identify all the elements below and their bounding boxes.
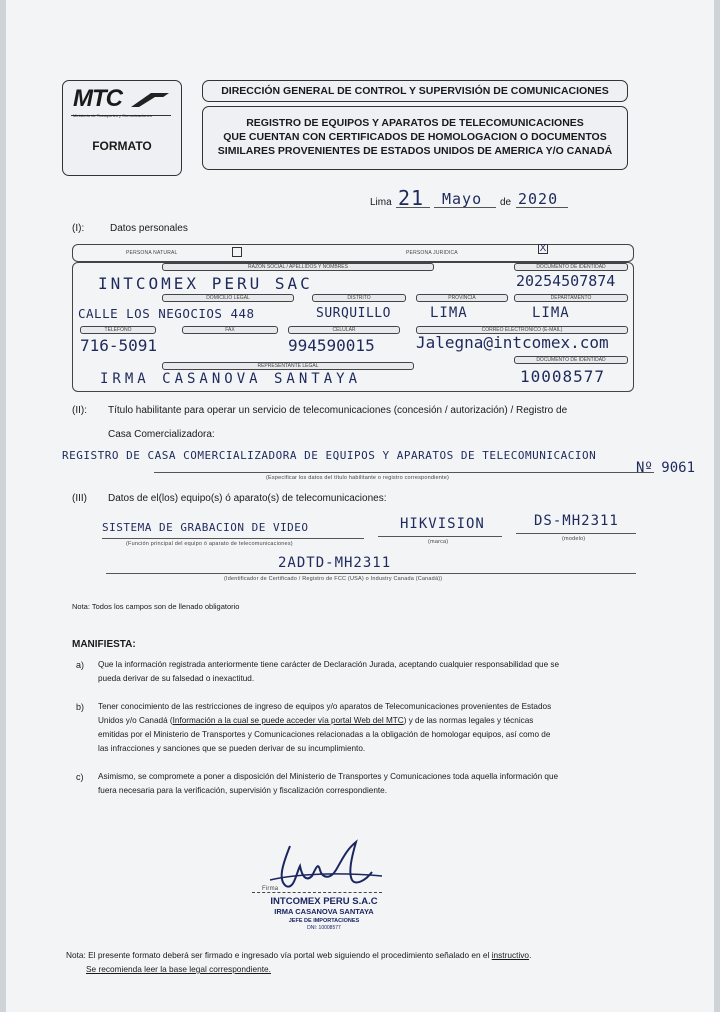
item-b-line2: Unidos y/o Canadá (Información a la cual se puede acceder vía portal Web del MTC) y de las normas legales y técnicas bbox=[98, 716, 534, 725]
celular-label: CELULAR bbox=[288, 326, 400, 334]
identificador-label: (Identificador de Certificado / Registro de FCC (USA) o Industry Canada (Canadá)) bbox=[224, 576, 443, 582]
telefono-label: TELEFONO bbox=[80, 326, 156, 334]
celular-field[interactable]: 994590015 bbox=[288, 336, 375, 355]
stamp-role: JEFE DE IMPORTACIONES bbox=[288, 918, 360, 924]
item-c-letter: c) bbox=[76, 772, 84, 782]
domicilio-label: DOMICILIO LEGAL bbox=[162, 294, 294, 302]
departamento-field[interactable]: LIMA bbox=[532, 305, 570, 321]
doc-rep-label: DOCUMENTO DE IDENTIDAD bbox=[514, 356, 628, 364]
stamp-dni: DNI: 10008577 bbox=[307, 925, 341, 931]
section3-num: (III) bbox=[72, 493, 87, 504]
company-stamp bbox=[244, 896, 404, 932]
documento-field[interactable]: 20254507874 bbox=[516, 272, 616, 290]
departamento-label: DEPARTAMENTO bbox=[514, 294, 628, 302]
item-b-line1: Tener conocimiento de las restricciones de ingreso de equipos y/o aparatos de Telecomunicaciones provenientes de Estados bbox=[98, 702, 552, 711]
date-year: 2020 bbox=[518, 190, 559, 208]
mtc-logo-sub: Ministerio de Transportes y Comunicaciones bbox=[73, 113, 152, 118]
doc-rep-field[interactable]: 10008577 bbox=[520, 367, 606, 386]
item-a-line1: Que la información registrada anteriormente tiene carácter de Declaración Jurada, aceptando cualquier responsabilidad que se bbox=[98, 660, 560, 669]
base-legal-link[interactable]: Se recomienda leer la base legal correspondiente. bbox=[86, 964, 271, 974]
documento-label: DOCUMENTO DE IDENTIDAD bbox=[514, 263, 628, 271]
mtc-wings-icon bbox=[129, 91, 171, 109]
item-c-line2: fuera necesaria para la verificación, supervisión y fiscalización correspondiente. bbox=[98, 786, 387, 795]
instructivo-link[interactable]: instructivo bbox=[491, 950, 530, 960]
representante-label: REPRESENTANTE LEGAL bbox=[162, 362, 414, 370]
provincia-label: PROVINCIA bbox=[416, 294, 508, 302]
persona-juridica-label: PERSONA JURIDICA bbox=[406, 250, 458, 256]
footer-note-2 bbox=[86, 962, 271, 976]
section2-num: (II): bbox=[72, 405, 87, 416]
title-line-2: QUE CUENTAN CON CERTIFICADOS DE HOMOLOGACION O DOCUMENTOS bbox=[223, 131, 607, 143]
title-box bbox=[202, 106, 628, 170]
marca-field[interactable]: HIKVISION bbox=[400, 516, 485, 532]
date-month: Mayo bbox=[442, 190, 483, 208]
firma-label: Firma bbox=[262, 886, 279, 892]
title-line-3: SIMILARES PROVENIENTES DE ESTADOS UNIDOS DE AMERICA Y/O CANADÁ bbox=[217, 145, 613, 157]
provincia-field[interactable]: LIMA bbox=[430, 305, 468, 321]
footer-note: Nota: El presente formato deberá ser firmado e ingresado vía portal web siguiendo el procedimiento señalado en el instructivo. bbox=[66, 950, 532, 960]
distrito-field[interactable]: SURQUILLO bbox=[316, 306, 391, 321]
correo-label: CORREO ELECTRÓNICO (E-MAIL) bbox=[416, 326, 628, 334]
date-day: 21 bbox=[398, 186, 425, 210]
titulo-habilitante-number[interactable]: Nº 9061 bbox=[636, 460, 696, 476]
date-city: Lima bbox=[370, 197, 392, 208]
nota-obligatorio: Nota: Todos los campos son de llenado obligatorio bbox=[72, 602, 240, 611]
section2-caption: (Especificar los datos del título habilitante o registro correspondiente) bbox=[266, 475, 450, 481]
title-line-1: REGISTRO DE EQUIPOS Y APARATOS DE TELECOMUNICACIONES bbox=[246, 117, 584, 129]
titulo-habilitante-field[interactable]: REGISTRO DE CASA COMERCIALIZADORA DE EQUIPOS Y APARATOS DE TELECOMUNICACION bbox=[62, 449, 597, 462]
document-sheet bbox=[6, 0, 714, 1012]
manifiesta-title: MANIFIESTA: bbox=[72, 639, 136, 650]
domicilio-field[interactable]: CALLE LOS NEGOCIOS 448 bbox=[78, 306, 255, 321]
persona-natural-checkbox[interactable] bbox=[232, 247, 242, 257]
modelo-label: (modelo) bbox=[562, 536, 586, 542]
persona-natural-label: PERSONA NATURAL bbox=[126, 250, 178, 256]
identificador-field[interactable]: 2ADTD-MH2311 bbox=[278, 555, 392, 571]
item-b-letter: b) bbox=[76, 702, 85, 712]
item-c-line1: Asimismo, se compromete a poner a disposición del Ministerio de Transportes y Comunicaciones toda aquella información que bbox=[98, 772, 559, 781]
formato-label: FORMATO bbox=[92, 139, 152, 153]
item-a-line2: pueda derivar de su falsedad o inexactitud. bbox=[98, 674, 255, 683]
item-b-line4: las infracciones y sanciones que se pueden derivar de su incumplimiento. bbox=[98, 744, 366, 753]
fax-label: FAX bbox=[182, 326, 278, 334]
distrito-label: DISTRITO bbox=[312, 294, 406, 302]
section3-title: Datos de el(los) equipo(s) ó aparato(s) de telecomunicaciones: bbox=[108, 493, 387, 504]
section2-text2: Casa Comercializadora: bbox=[108, 429, 215, 440]
date-de: de bbox=[500, 197, 512, 208]
item-b-line3: emitidas por el Ministerio de Transportes y Comunicaciones relacionadas a la obligación de homologar equipos, así como de bbox=[98, 730, 551, 739]
section2-text1: Título habilitante para operar un servicio de telecomunicaciones (concesión / autorización) / Registro de bbox=[108, 405, 568, 416]
razon-social-label: RAZON SOCIAL / APELLIDOS Y NOMBRES bbox=[162, 263, 434, 271]
funcion-field[interactable]: SISTEMA DE GRABACION DE VIDEO bbox=[102, 521, 309, 534]
funcion-label: (Función principal del equipo ó aparato de telecomunicaciones) bbox=[126, 541, 293, 547]
stamp-name: IRMA CASANOVA SANTAYA bbox=[274, 907, 374, 916]
telefono-field[interactable]: 716-5091 bbox=[80, 336, 158, 355]
persona-juridica-checkbox[interactable]: X bbox=[539, 243, 547, 254]
razon-social-field[interactable]: INTCOMEX PERU SAC bbox=[98, 274, 313, 293]
modelo-field[interactable]: DS-MH2311 bbox=[534, 513, 619, 529]
fax-field[interactable] bbox=[182, 336, 276, 354]
marca-label: (marca) bbox=[428, 539, 449, 545]
correo-field[interactable]: Jalegna@intcomex.com bbox=[416, 333, 609, 352]
item-a-letter: a) bbox=[76, 660, 85, 670]
direccion-title: DIRECCIÓN GENERAL DE CONTROL Y SUPERVISIÓN DE COMUNICACIONES bbox=[221, 85, 609, 97]
logo-box bbox=[62, 80, 182, 176]
portal-mtc-link[interactable]: Información a la cual se puede acceder vía portal Web del MTC bbox=[172, 716, 404, 725]
direccion-box bbox=[202, 80, 628, 102]
stamp-company: INTCOMEX PERU S.A.C bbox=[270, 896, 378, 907]
representante-field[interactable]: IRMA CASANOVA SANTAYA bbox=[100, 371, 362, 387]
section1-num: (I): bbox=[72, 223, 85, 234]
section1-title: Datos personales bbox=[110, 223, 188, 234]
mtc-logo: MTC bbox=[73, 85, 122, 112]
